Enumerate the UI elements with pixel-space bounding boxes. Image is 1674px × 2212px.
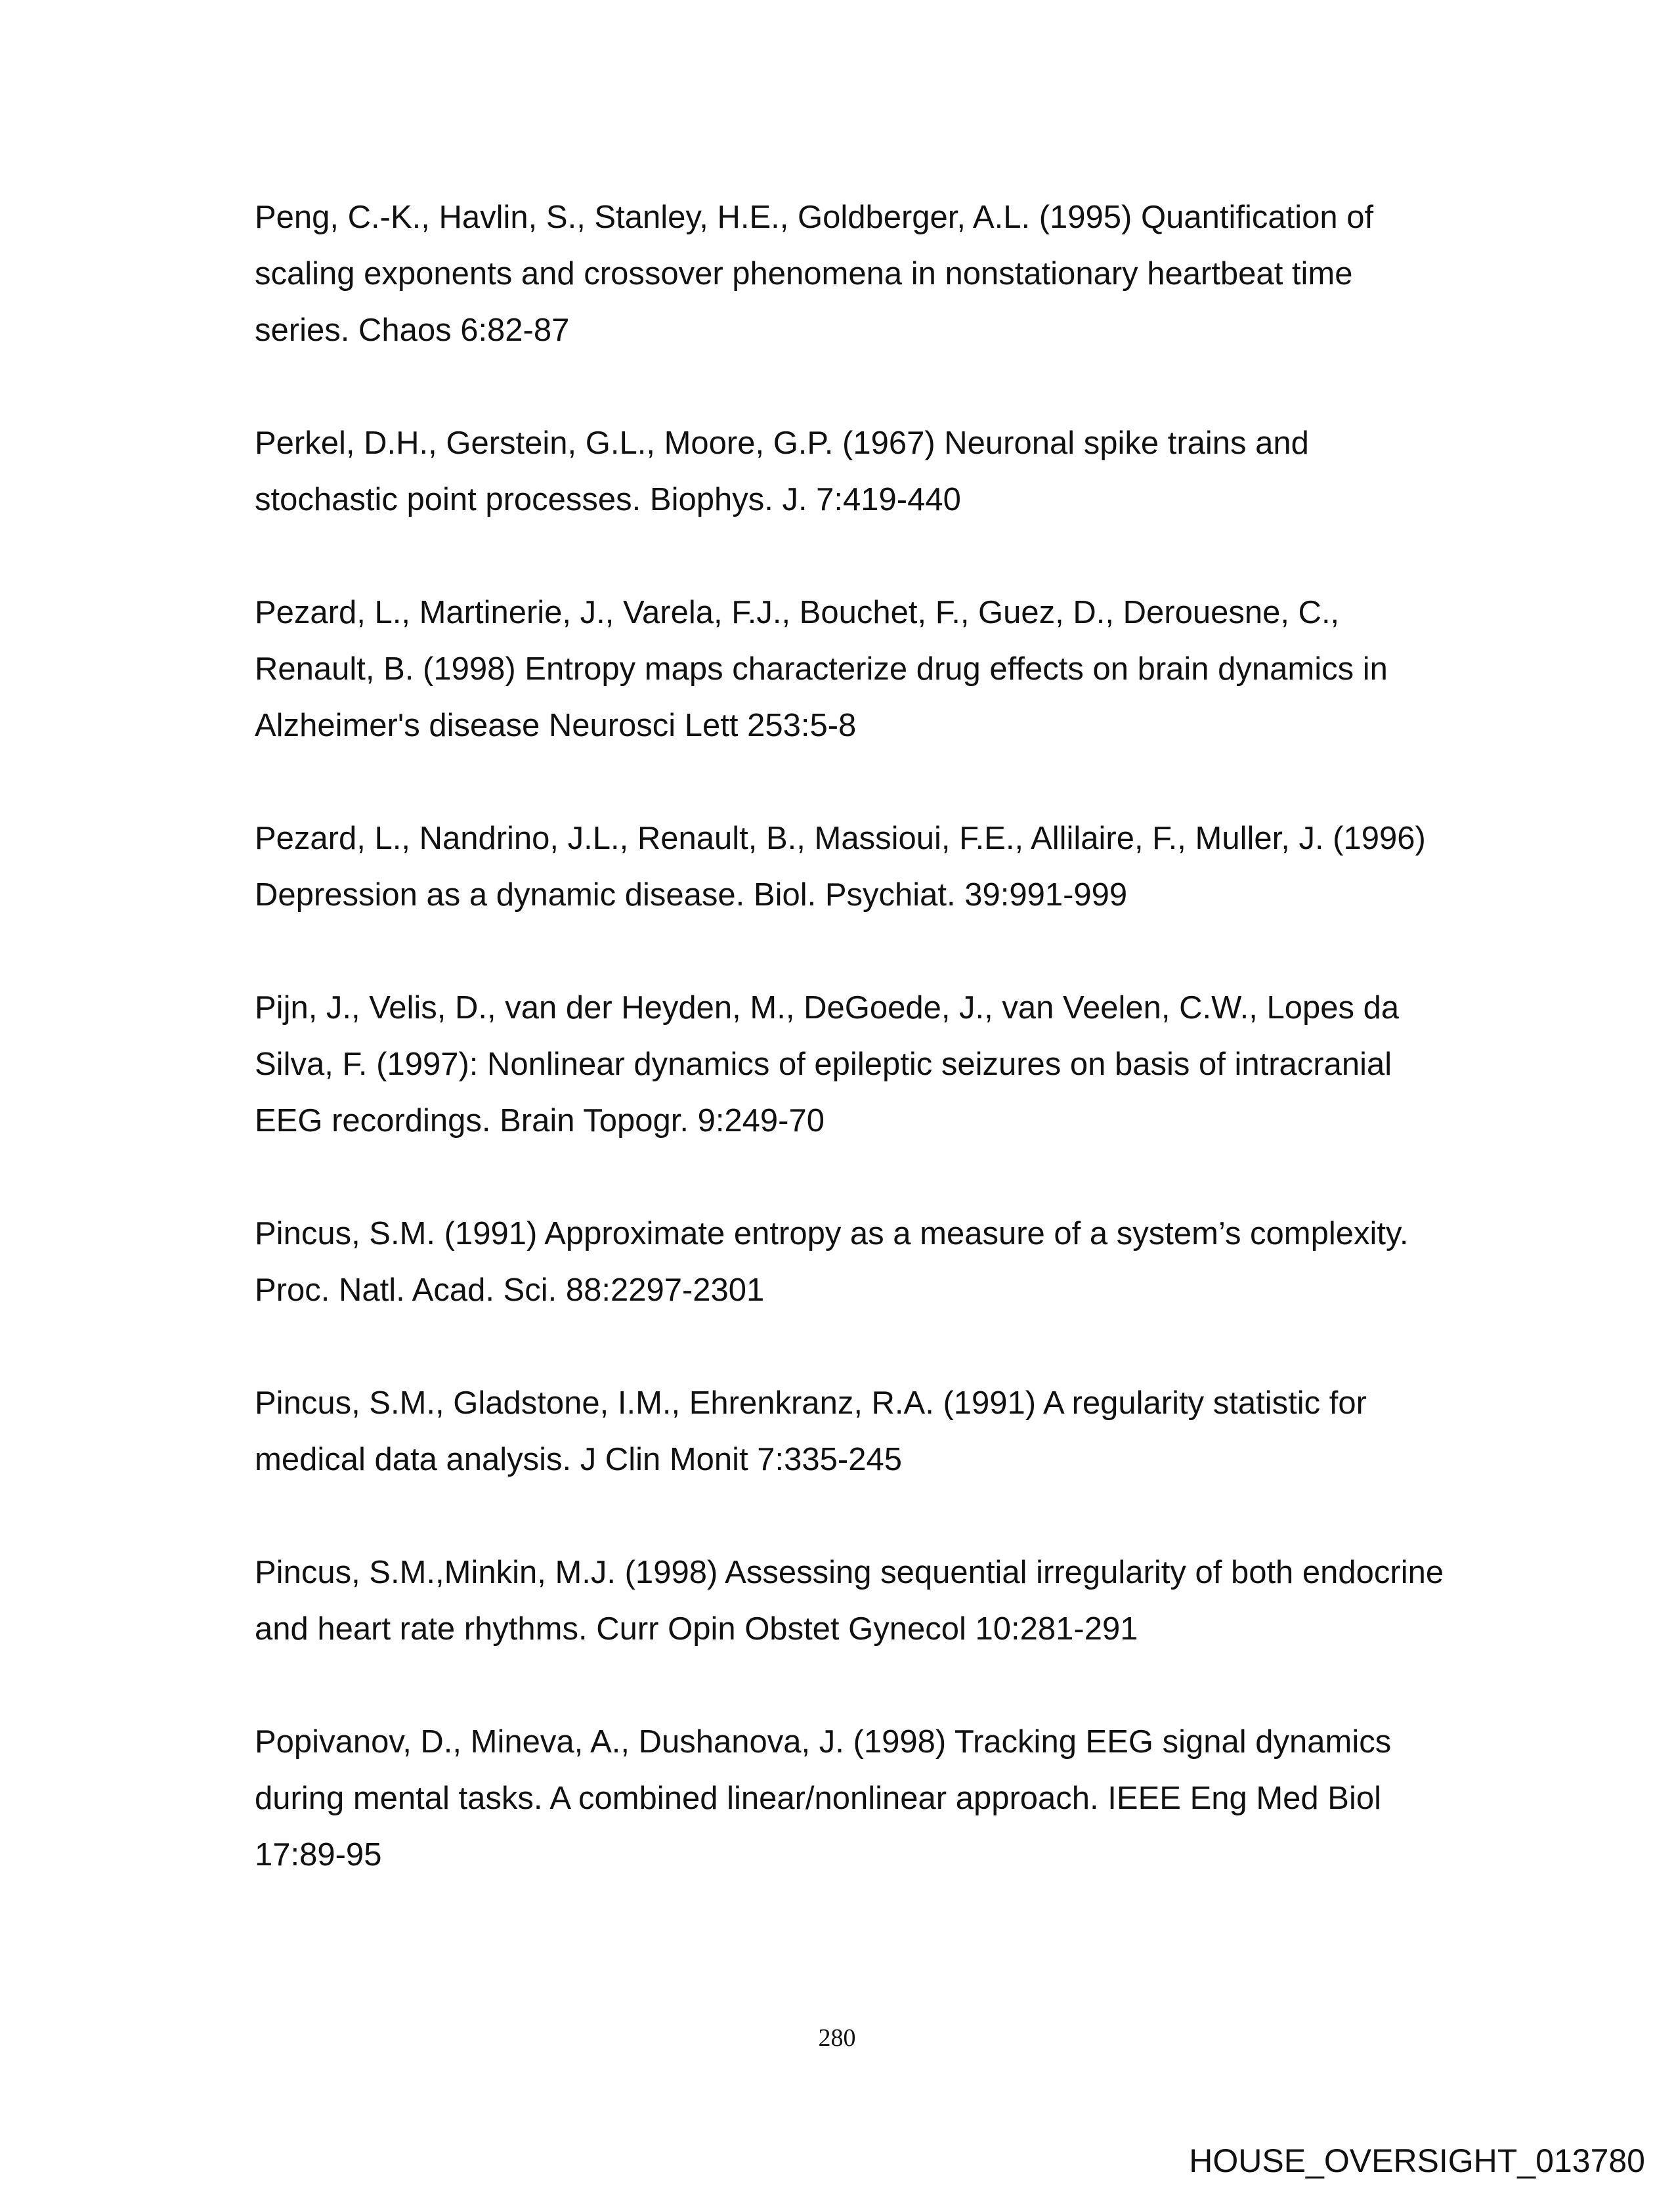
reference-line: during mental tasks. A combined linear/nonlinear approach. IEEE Eng Med Biol	[255, 1781, 1382, 1816]
reference-line: scaling exponents and crossover phenomena in nonstationary heartbeat time	[255, 256, 1353, 292]
reference-line: Depression as a dynamic disease. Biol. Psychiat. 39:991-999	[255, 877, 1128, 913]
reference-line: Renault, B. (1998) Entropy maps characterize drug effects on brain dynamics in	[255, 651, 1388, 687]
reference-entry	[255, 980, 1489, 1149]
reference-line: Pezard, L., Martinerie, J., Varela, F.J., Bouchet, F., Guez, D., Derouesne, C.,	[255, 595, 1340, 630]
reference-line: Pezard, L., Nandrino, J.L., Renault, B., Massioui, F.E., Allilaire, F., Muller, J. (1996)	[255, 821, 1426, 856]
reference-line: Silva, F. (1997): Nonlinear dynamics of epileptic seizures on basis of intracranial	[255, 1047, 1392, 1082]
bates-number: HOUSE_OVERSIGHT_013780	[1189, 2142, 1645, 2179]
reference-entry	[255, 584, 1489, 754]
reference-line: Proc. Natl. Acad. Sci. 88:2297-2301	[255, 1272, 765, 1308]
reference-line: Pincus, S.M.,Minkin, M.J. (1998) Assessing sequential irregularity of both endocrine	[255, 1555, 1444, 1590]
reference-entry	[255, 810, 1489, 923]
reference-line: medical data analysis. J Clin Monit 7:335-245	[255, 1442, 902, 1477]
reference-line: EEG recordings. Brain Topogr. 9:249-70	[255, 1103, 825, 1139]
reference-line: Pincus, S.M. (1991) Approximate entropy as a measure of a system’s complexity.	[255, 1216, 1409, 1251]
reference-entry	[255, 1205, 1489, 1318]
reference-line: 17:89-95	[255, 1837, 382, 1873]
reference-entry	[255, 1544, 1489, 1657]
reference-line: Pincus, S.M., Gladstone, I.M., Ehrenkranz, R.A. (1991) A regularity statistic for	[255, 1385, 1367, 1421]
reference-line: Peng, C.-K., Havlin, S., Stanley, H.E., Goldberger, A.L. (1995) Quantification of	[255, 200, 1374, 235]
page-number: 280	[818, 2024, 856, 2052]
reference-entry	[255, 1714, 1489, 1883]
reference-entry	[255, 189, 1489, 358]
reference-list	[255, 189, 1489, 1940]
reference-line: Pijn, J., Velis, D., van der Heyden, M., DeGoede, J., van Veelen, C.W., Lopes da	[255, 990, 1400, 1026]
reference-entry	[255, 415, 1489, 528]
reference-line: Perkel, D.H., Gerstein, G.L., Moore, G.P. (1967) Neuronal spike trains and	[255, 425, 1309, 461]
reference-line: series. Chaos 6:82-87	[255, 313, 570, 348]
reference-line: Alzheimer's disease Neurosci Lett 253:5-8	[255, 708, 857, 743]
reference-line: Popivanov, D., Mineva, A., Dushanova, J. (1998) Tracking EEG signal dynamics	[255, 1724, 1392, 1760]
reference-line: and heart rate rhythms. Curr Opin Obstet Gynecol 10:281-291	[255, 1611, 1138, 1647]
reference-entry	[255, 1375, 1489, 1488]
reference-line: stochastic point processes. Biophys. J. 7:419-440	[255, 482, 961, 517]
